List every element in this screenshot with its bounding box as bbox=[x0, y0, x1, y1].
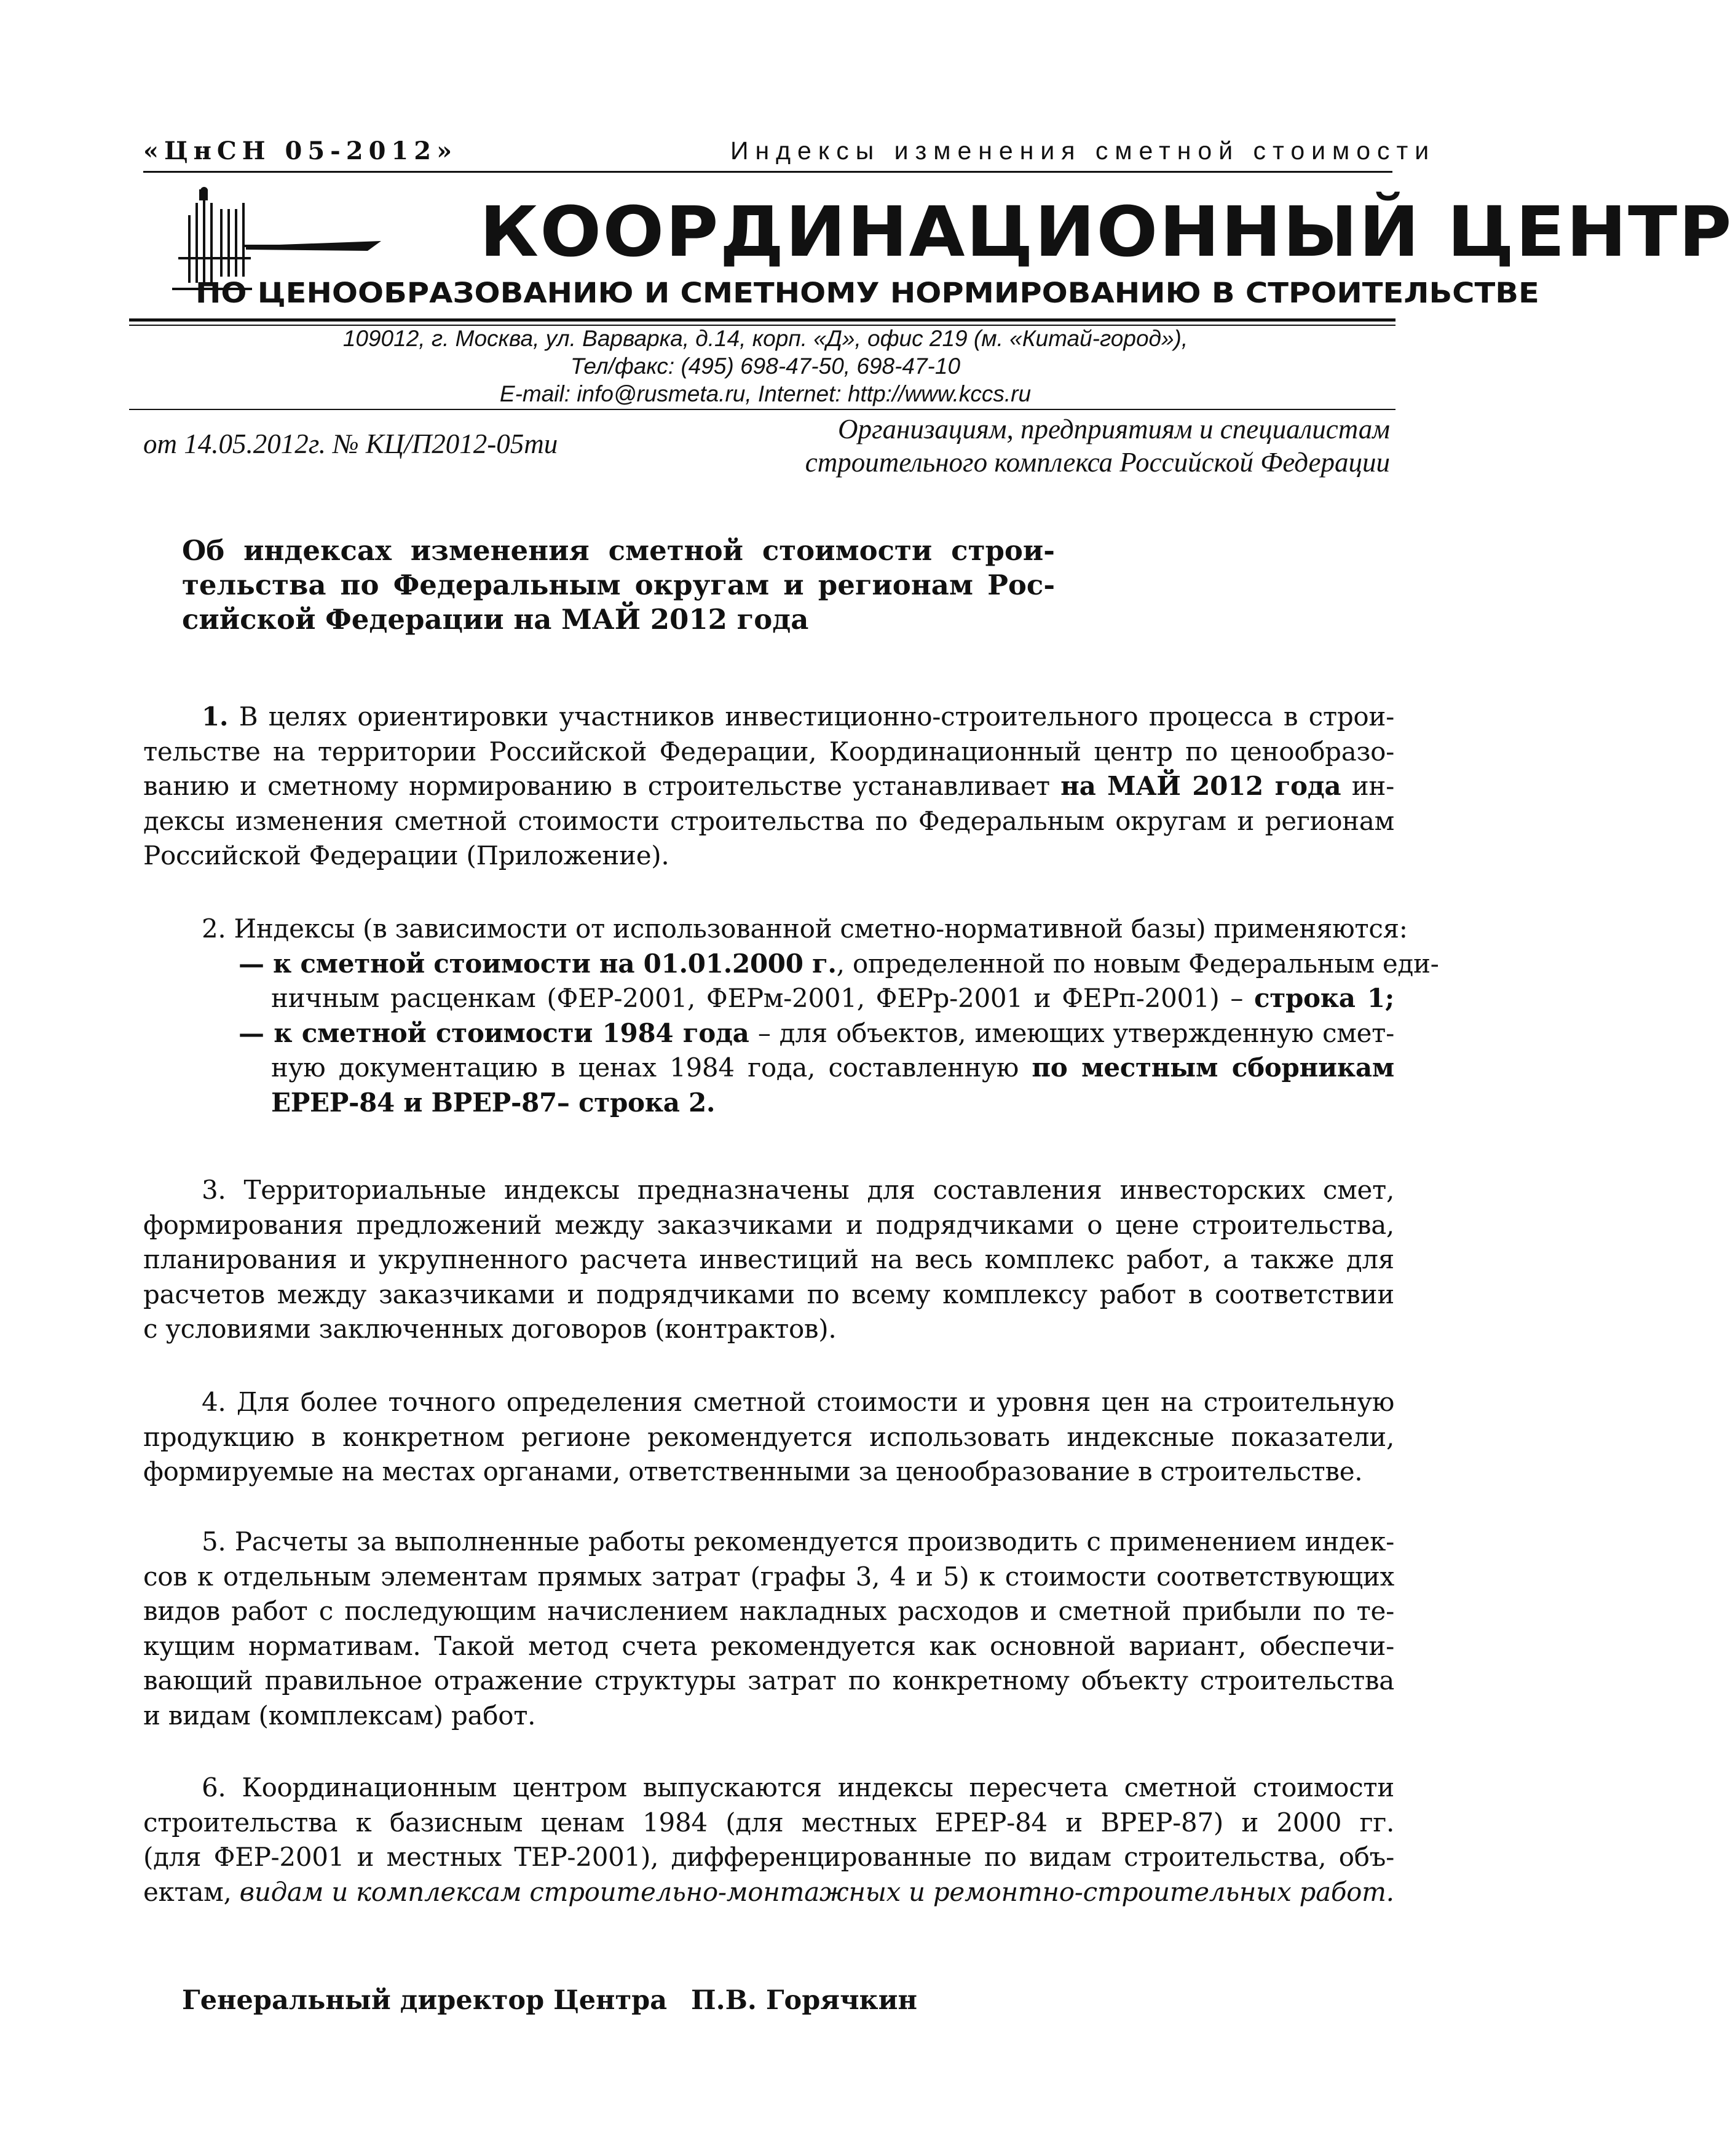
paragraph-line: 2. Индексы (в зависимости от использованной сметно-нормативной базы) применяются: bbox=[202, 914, 1408, 944]
paragraph-line: (для ФЕР-2001 и местных ТЕР-2001), дифференцированные по видам строительства, объ- bbox=[143, 1842, 1394, 1872]
paragraph-line: тельстве на территории Российской Федерации, Координационный центр по ценообразо- bbox=[143, 736, 1394, 767]
line-text: В целях ориентировки участников инвестиционно-строительного процесса в строи- bbox=[239, 701, 1394, 732]
org-rule bbox=[129, 318, 1395, 322]
italic-text: видам и комплексам строительно-монтажных и ремонтно-строительных работ. bbox=[239, 1876, 1394, 1907]
paragraph-line bbox=[143, 981, 1394, 1016]
paragraph-line bbox=[143, 769, 1394, 804]
emphasis-text: ЕРЕР-84 и ВРЕР-87– строка 2. bbox=[271, 1087, 716, 1118]
paragraph-line bbox=[143, 947, 1439, 982]
org-phone: Тел/факс: (495) 698-47-50, 698-47-10 bbox=[570, 353, 961, 379]
paragraph-line: 6. Координационным центром выпускаются индексы пересчета сметной стоимости bbox=[202, 1772, 1394, 1803]
paragraph-line bbox=[143, 1875, 1394, 1910]
paragraph-line: продукцию в конкретном регионе рекомендуется использовать индексные показатели, bbox=[143, 1421, 1394, 1452]
paragraph-line: 3. Территориальные индексы предназначены для составления инвесторских смет, bbox=[202, 1175, 1394, 1205]
paragraph-1 bbox=[143, 700, 1394, 874]
paragraph-line bbox=[143, 1051, 1394, 1086]
paragraph-4 bbox=[143, 1385, 1394, 1490]
emphasis-text: — к сметной стоимости 1984 года bbox=[239, 1017, 749, 1048]
org-logo-icon bbox=[172, 184, 381, 289]
paragraph-line: формирования предложений между заказчиками и подрядчиками о цене строительства, bbox=[143, 1209, 1394, 1240]
paragraph-5 bbox=[143, 1525, 1394, 1733]
recipients-line1: Организациям, предприятиям и специалистам bbox=[837, 414, 1390, 444]
line-text: ную документацию в ценах 1984 года, составленную bbox=[271, 1052, 1019, 1083]
paragraph-line: планирования и укрупненного расчета инвестиций на весь комплекс работ, а также для bbox=[143, 1244, 1394, 1274]
paragraph-line: видов работ с последующим начислением накладных расходов и сметной прибыли по те- bbox=[143, 1596, 1394, 1626]
line-text: , определенной по новым Федеральным еди- bbox=[836, 948, 1439, 979]
document-title bbox=[182, 534, 1055, 637]
paragraph-6 bbox=[143, 1771, 1394, 1909]
paragraph-line: вающий правильное отражение структуры затрат по конкретному объекту строительства bbox=[143, 1665, 1394, 1696]
document-reference: от 14.05.2012г. № КЦ/П2012-05ти bbox=[143, 428, 558, 459]
paragraph-2 bbox=[143, 912, 1439, 1120]
paragraph-line: формируемые на местах органами, ответственными за ценообразование в строительстве. bbox=[143, 1456, 1363, 1487]
paragraph-line: и видам (комплексам) работ. bbox=[143, 1700, 536, 1731]
header-rule bbox=[143, 171, 1392, 173]
line-text: ин- bbox=[1351, 771, 1394, 801]
paragraph-3 bbox=[143, 1173, 1394, 1347]
title-line: Об индексах изменения сметной стоимости строи- bbox=[182, 534, 1055, 567]
recipients-line2: строительного комплекса Российской Федерации bbox=[805, 447, 1390, 478]
org-name-line1: КООРДИНАЦИОННЫЙ ЦЕНТР bbox=[480, 192, 1733, 272]
paragraph-line: дексы изменения сметной стоимости строительства по Федеральным округам и регионам bbox=[143, 805, 1394, 836]
header-title: Индексы изменения сметной стоимости bbox=[730, 136, 1436, 165]
paragraph-line: кущим нормативам. Такой метод счета рекомендуется как основной вариант, обеспечи- bbox=[143, 1630, 1394, 1661]
paragraph-line: с условиями заключенных договоров (контрактов). bbox=[143, 1314, 837, 1344]
line-text: ванию и сметному нормированию в строительстве устанавливает bbox=[143, 771, 1050, 801]
paragraph-line bbox=[143, 700, 1394, 735]
emphasis-text: по местным сборникам bbox=[1032, 1052, 1394, 1083]
emphasis-text: — к сметной стоимости на 01.01.2000 г. bbox=[239, 948, 837, 979]
paragraph-line: Российской Федерации (Приложение). bbox=[143, 840, 669, 871]
org-name-line2: ПО ЦЕНООБРАЗОВАНИЮ И СМЕТНОМУ НОРМИРОВАНИЮ В СТРОИТЕЛЬСТВЕ bbox=[195, 277, 1539, 309]
line-text: ничным расценкам (ФЕР-2001, ФЕРм-2001, ФЕРр-2001 и ФЕРп-2001) – bbox=[271, 983, 1244, 1013]
title-line: тельства по Федеральным округам и регионам Рос- bbox=[182, 569, 1055, 601]
paragraph-line: 5. Расчеты за выполненные работы рекомендуется производить с применением индек- bbox=[202, 1526, 1394, 1557]
paragraph-line: расчетов между заказчиками и подрядчиками по всему комплексу работ в соответствии bbox=[143, 1279, 1394, 1309]
signatory-title: Генеральный директор Центра bbox=[182, 1985, 668, 2016]
paragraph-number: 1. bbox=[202, 701, 229, 732]
paragraph-line: строительства к базисным ценам 1984 (для местных ЕРЕР-84 и ВРЕР-87) и 2000 гг. bbox=[143, 1807, 1394, 1838]
emphasis-text: строка 1; bbox=[1253, 983, 1394, 1013]
signatory-name: П.В. Горячкин bbox=[691, 1985, 917, 2016]
line-text: ектам, bbox=[143, 1876, 232, 1907]
header-code: «ЦнСН 05-2012» bbox=[143, 136, 458, 165]
paragraph-line bbox=[143, 1016, 1394, 1051]
paragraph-line: 4. Для более точного определения сметной стоимости и уровня цен на строительную bbox=[202, 1387, 1394, 1417]
org-contacts: E-mail: info@rusmeta.ru, Internet: http://www.kccs.ru bbox=[499, 381, 1032, 406]
emphasis-text: на МАЙ 2012 года bbox=[1060, 771, 1341, 801]
org-address: 109012, г. Москва, ул. Варварка, д.14, корп. «Д», офис 219 (м. «Китай-город»), bbox=[342, 326, 1188, 351]
paragraph-line bbox=[143, 1086, 1394, 1121]
line-text: – для объектов, имеющих утвержденную смет- bbox=[757, 1017, 1395, 1048]
title-line: сийской Федерации на МАЙ 2012 года bbox=[182, 603, 809, 636]
address-rule bbox=[129, 409, 1395, 410]
paragraph-line: сов к отдельным элементам прямых затрат (графы 3, 4 и 5) к стоимости соответствующих bbox=[143, 1561, 1394, 1592]
